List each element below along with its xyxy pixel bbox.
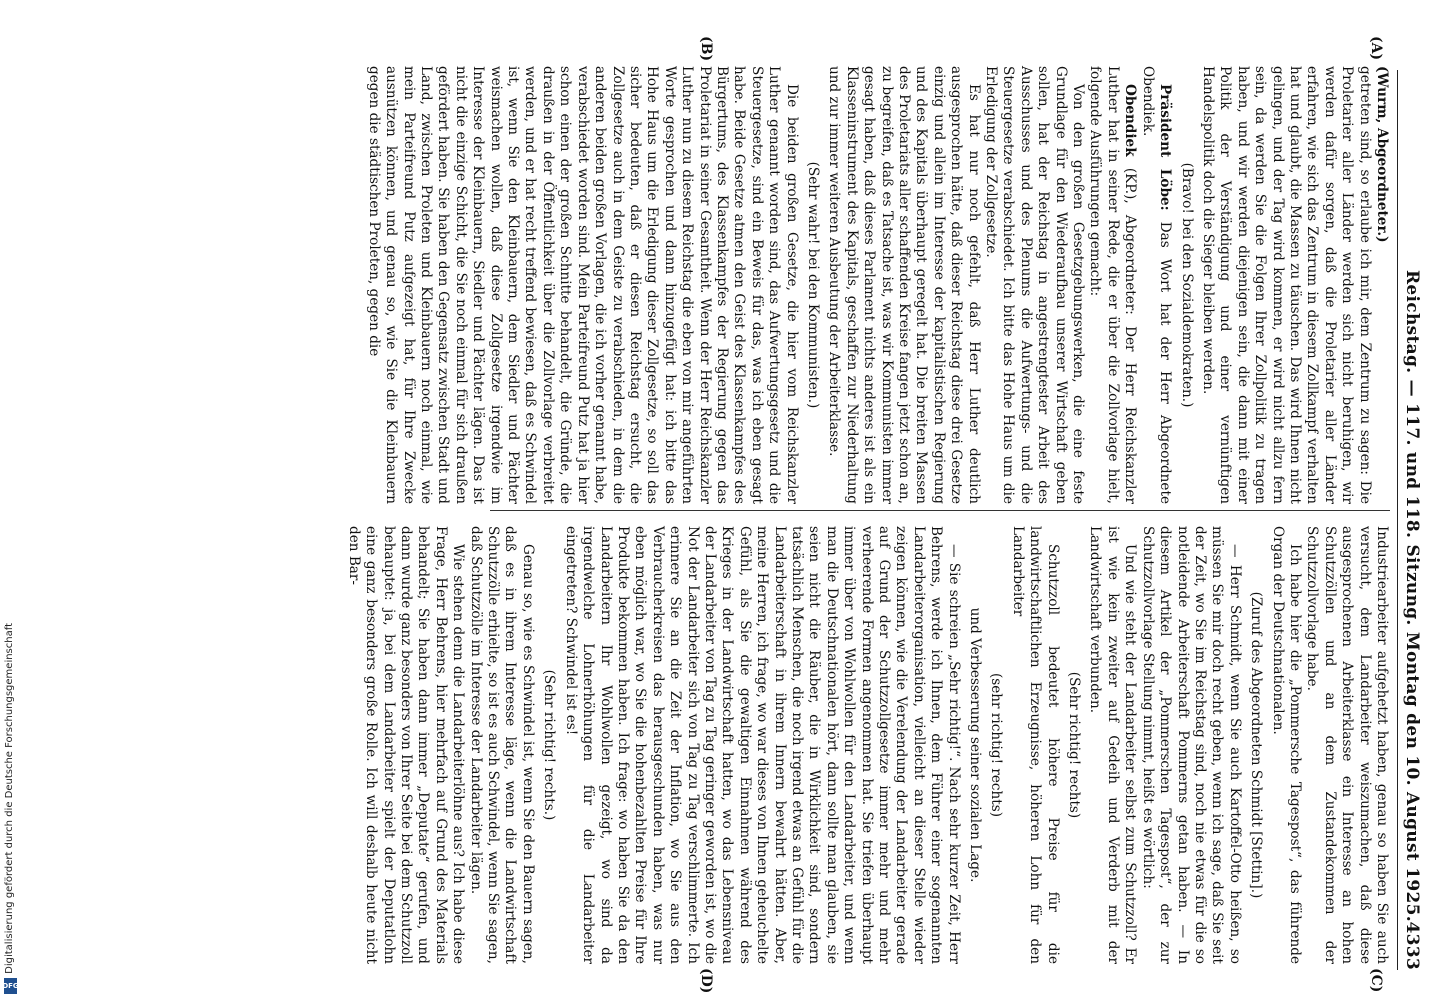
interjection: (sehr richtig! rechts)	[988, 672, 1005, 818]
margin-marker-b: (B)	[698, 36, 714, 62]
paragraph: getreten sind, so erlaube ich mir, dem Zentrum zu sagen: Die Proletarier aller Länder werden sich nicht beruhigen, wir werden dafür sorgen, daß die Proletarier aller Länder erfahren, wie sich das Zentrum in diesem Zollkampf verhalten hat und glaubt, die Massen zu täuschen. Das wird Ihnen nicht gelingen, und der Tag wird kommen, er wird nicht allzu fern sein, da werden Sie die Folgen Ihrer Zollpolitik zu tragen haben, und wir werden diejenigen sein, die dann mit einer Politik der Verständigung und einer vernünftigen Handelspolitik doch die Sieger bleiben werden.	[1199, 66, 1373, 504]
quote-paragraph: Schutzzoll bedeutet höhere Preise für die landwirtschaftlichen Erzeugnisse, höheren Lohn für den Landarbeiter	[1009, 526, 1061, 964]
margin-marker-c: (C)	[1368, 968, 1384, 993]
header-rule	[1397, 70, 1398, 970]
interjection: (Sehr richtig! rechts)	[1066, 671, 1083, 819]
paragraph: Wie stehen denn die Landarbeiterlöhne aus? Ich habe diese Frage, Herr Behrens, hier mehrfach auf Grund des Materials behandelt; Sie haben dann immer „Deputate“ gerufen, und dann wurde ganz besonders von Ihrer Seite bei dem Schutzzoll behauptet: ja, bei dem Landarbeiter spielt der Deputatlohn eine ganz besonders große Rolle. Ich will deshalb heute nicht den Bar-	[345, 526, 467, 964]
quote-paragraph: Und wie steht der Landarbeiter selbst zum Schutzzoll? Er ist wie kein zweiter auf Gedeih und Verderb mit der Landwirtschaft verbunden.	[1087, 526, 1139, 964]
paragraph: — Sie schreien „Sehr richtig!“. Nach sehr kurzer Zeit, Herr Behrens, werde ich Ihnen, dem Führer einer sogenannten Landarbeiterorganisation, vielleicht an dieser Stelle wieder zeigen können, wie die Verelendung der Landarbeiter gerade auf Grund der Schutzzollgesetze immer mehr und mehr verheerende Formen angenommen hat. Sie triefen überhaupt immer über von Wohlwollen für den Landarbeiter, und wenn man die Deutschnationalen hört, dann sollte man glauben, sie seien nicht die Räuber, die in Wirklichkeit sind, sondern tatsächlich Menschen, die noch irgend etwas an Gefühl für die Landarbeiterschaft in ihrem Innern bewahrt hätten. Aber, meine Herren, ich frage, wo war dieses von Ihnen geheuchelte Gefühl, als Sie die gewaltigen Einnahmen während des Krieges in der Landwirtschaft hatten, wo das Lebensniveau der Landarbeiter von Tag zu Tag geringer geworden ist, wo die Not der Landarbeiter sich von Tag zu Tag verschlimmerte. Ich erinnere Sie an die Zeit der Inflation, wo Sie aus den Verbraucherkreisen das herausgeschunden haben, was nur eben möglich war, wo Sie die hohenbezahlten Preise für Ihre Produkte bekommen haben. Ich frage: wo haben Sie da den Landarbeitern Ihr Wohlwollen gezeigt, wo sind da irgendwelche Lohnerhöhungen für die Landarbeiter eingetreten? Schwindel ist es!	[562, 526, 962, 964]
paragraph: Genau so, wie es Schwindel ist, wenn Sie den Bauern sagen, daß es in ihrem Interesse läge, wenn die Landwirtschaft Schutzzölle erhielte, so ist es auch Schwindel, wenn Sie sagen, daß Schutzzölle im Interesse der Landarbeiter lägen.	[467, 526, 536, 964]
interjection: (Sehr richtig! rechts.)	[541, 669, 558, 821]
column-divider	[490, 510, 1390, 511]
right-column	[60, 526, 1390, 964]
paragraph: Industriearbeiter aufgehetzt haben, genau so haben Sie auch versucht, dem Landarbeiter weiszumachen, daß diese ausgesprochenen Arbeiterklasse ein Interesse an hohen Schutzzöllen und an dem Zustandekommen der Schutzzollvorlage habe.	[1304, 526, 1390, 964]
running-header	[1386, 40, 1426, 980]
dfg-logo: DFG	[4, 978, 17, 994]
interjection: (Bravo! bei den Sozialdemokraten.)	[1178, 162, 1195, 408]
paragraph-text: (KP.), Abgeordneter: Der Herr Reichskanzler Luther hat in seiner Rede, die er über die Zollvorlage hielt, folgende Ausführungen gemacht:	[1087, 66, 1139, 504]
quote-paragraph: Von den großen Gesetzgebungswerken, die eine feste Grundlage für den Wiederaufbau unserer Wirtschaft geben sollen, hat der Reichstag in angestrengtester Arbeit des Ausschusses und des Plenums die Aufwertungs- und die Steuergesetze verabschiedet. Ich bitte das Hohe Haus um die Erledigung der Zollgesetze.	[983, 66, 1087, 504]
header-title: Reichstag. — 117. und 118. Sitzung. Montag den 10. August 1925.	[1402, 270, 1422, 922]
speaker-attribution: (Wurm, Abgeordneter.)	[1374, 66, 1390, 243]
speaker-name: Präsident Löbe:	[1157, 84, 1174, 211]
interjection: (Sehr wahr! bei den Kommunisten.)	[805, 161, 821, 409]
interjection: (Zuruf des Abgeordneten Schmidt [Stettin].)	[1248, 591, 1265, 899]
margin-marker-a: (A)	[1368, 36, 1384, 61]
paragraph: Ich habe hier die „Pommersche Tagespost“, das führende Organ der Deutschnationalen.	[1269, 526, 1303, 964]
left-column	[60, 66, 1390, 504]
funding-footer	[4, 0, 18, 1000]
paragraph	[1086, 66, 1138, 504]
paragraph	[1138, 66, 1173, 504]
funding-text: Digitalisierung gefördert durch die Deutsche Forschungsgemeinschaft	[4, 623, 15, 974]
speaker-name: Obendiek	[1122, 84, 1139, 157]
paragraph: Die beiden großen Gesetze, die hier vom Reichskanzler Luther genannt worden sind, das Aufwertungsgesetz und die Steuergesetze, sind ein Beweis für das, was ich eben gesagt habe. Beide Gesetze atmen den Geist des Klassenkampfes des Bürgertums, des Klassenkampfes der Regierung gegen das Proletariat in seiner Gesamtheit. Wenn der Herr Reichskanzler Luther nun zu diesem Reichstag die eben von mir angeführten Worte gesprochen und dann hinzugefügt hat: ich bitte das Hohe Haus um die Erledigung dieser Zollgesetze, so soll das sicher bedeuten, daß er diesen Reichstag ersucht, die Zollgesetze auch in dem Geiste zu verabschieden, in dem die anderen beiden großen Vorlagen, die ich vorher genannt habe, verabschiedet worden sind. Mein Parteifreund Putz hat ja hier schon einen der großen Schnitte behandelt, die Gründe, die draußen in der Öffentlichkeit über die Zollvorlage verbreitet werden, und er hat recht treffend bewiesen, daß es Schwindel ist, wenn Sie den Kleinbauern, dem Siedler und Pächter weismachen wollen, daß diese Zollgesetze irgendwie im Interesse der Kleinbauern, Siedler und Pächter lägen. Das ist nicht die einzige Schicht, die Sie noch einmal für sich draußen gefördert haben. Sie haben den Gegensatz zwischen Stadt und Land, zwischen Proleten und Kleinbauern noch einmal, wie mein Parteifreund Putz aufgezeigt hat, für Ihre Zwecke ausnützen können, und genau so, wie Sie die Kleinbauern gegen die städtischen Proleten, gegen die	[365, 66, 800, 504]
quote-line: und Verbesserung seiner sozialen Lage.	[967, 607, 984, 883]
paragraph: Es hat nur noch gefehlt, daß Herr Luther deutlich ausgesprochen hätte, daß dieser Reichstag diese drei Gesetze einzig und allein im Interesse der kapitalistischen Regierung und des Kapitals überhaupt geregelt hat. Die breiten Massen des Proletariats aller schaffenden Kreise fangen jetzt schon an, zu begreifen, daß es Tatsache ist, was wir Kommunisten immer gesagt haben, daß dieses Parlament nichts anderes ist als ein Klasseninstrument des Kapitals, geschaffen zur Niederhaltung und zur immer weiteren Ausbeutung der Arbeiterklasse.	[826, 66, 982, 504]
paragraph: — Herr Schmidt, wenn Sie auch Kartoffel-Otto heißen, so müssen Sie mir doch recht geben, wenn ich sage, daß Sie seit der Zeit, wo Sie im Reichstag sind, noch nie etwas für die so notleidende Arbeiterschaft Pommerns getan haben. — In diesem Artikel der „Pommerschen Tagespost“, der zur Schutzzollvorlage Stellung nimmt, heißt es wörtlich:	[1139, 526, 1243, 964]
page-number: 4333	[1402, 921, 1422, 970]
paragraph-text: Das Wort hat der Herr Abgeordnete Obendiek.	[1139, 66, 1174, 504]
margin-marker-d: (D)	[698, 968, 714, 994]
